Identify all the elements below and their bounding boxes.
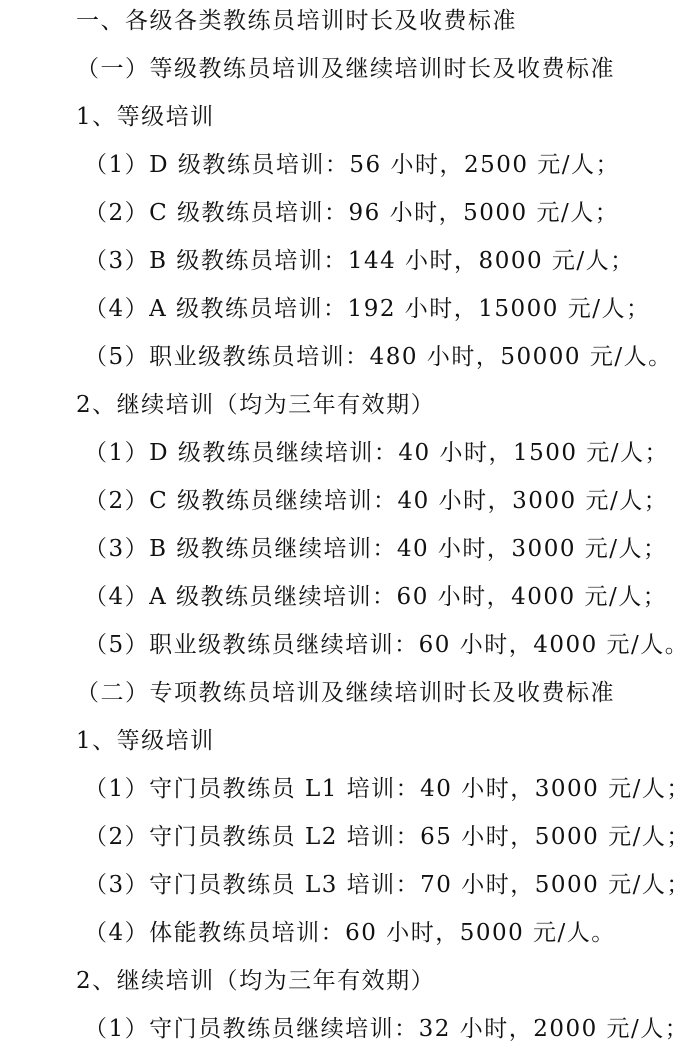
list-item: （3）B 级教练员培训：144 小时，8000 元/人；: [84, 248, 635, 274]
list-item: （2）C 级教练员培训：96 小时，5000 元/人；: [84, 200, 620, 226]
section1-continuing-training-title: 2、继续培训（均为三年有效期）: [76, 392, 436, 418]
list-item: （3）守门员教练员 L3 培训：70 小时，5000 元/人；: [84, 872, 691, 898]
list-item: （2）守门员教练员 L2 培训：65 小时，5000 元/人；: [84, 824, 691, 850]
list-item: （1）守门员教练员继续培训：32 小时，2000 元/人；: [84, 1016, 690, 1042]
main-heading: 一、各级各类教练员培训时长及收费标准: [76, 8, 517, 34]
list-item: （2）C 级教练员继续培训：40 小时，3000 元/人；: [84, 488, 669, 514]
list-item: （4）体能教练员培训：60 小时，5000 元/人。: [84, 920, 616, 946]
list-item: （5）职业级教练员培训：480 小时，50000 元/人。: [84, 344, 673, 370]
list-item: （4）A 级教练员培训：192 小时，15000 元/人；: [84, 296, 651, 322]
list-item: （5）职业级教练员继续培训：60 小时，4000 元/人。: [84, 632, 690, 658]
list-item: （1）守门员教练员 L1 培训：40 小时，3000 元/人；: [84, 776, 691, 802]
list-item: （1）D 级教练员继续培训：40 小时，1500 元/人；: [84, 440, 670, 466]
section2-grade-training-title: 1、等级培训: [76, 728, 215, 754]
section2-title: （二）专项教练员培训及继续培训时长及收费标准: [76, 680, 615, 706]
list-item: （3）B 级教练员继续培训：40 小时，3000 元/人；: [84, 536, 668, 562]
list-item: （4）A 级教练员继续培训：60 小时，4000 元/人；: [84, 584, 668, 610]
list-item: （1）D 级教练员培训：56 小时，2500 元/人；: [84, 152, 621, 178]
section1-grade-training-title: 1、等级培训: [76, 104, 215, 130]
section2-continuing-training-title: 2、继续培训（均为三年有效期）: [76, 968, 436, 994]
section1-title: （一）等级教练员培训及继续培训时长及收费标准: [76, 56, 615, 82]
